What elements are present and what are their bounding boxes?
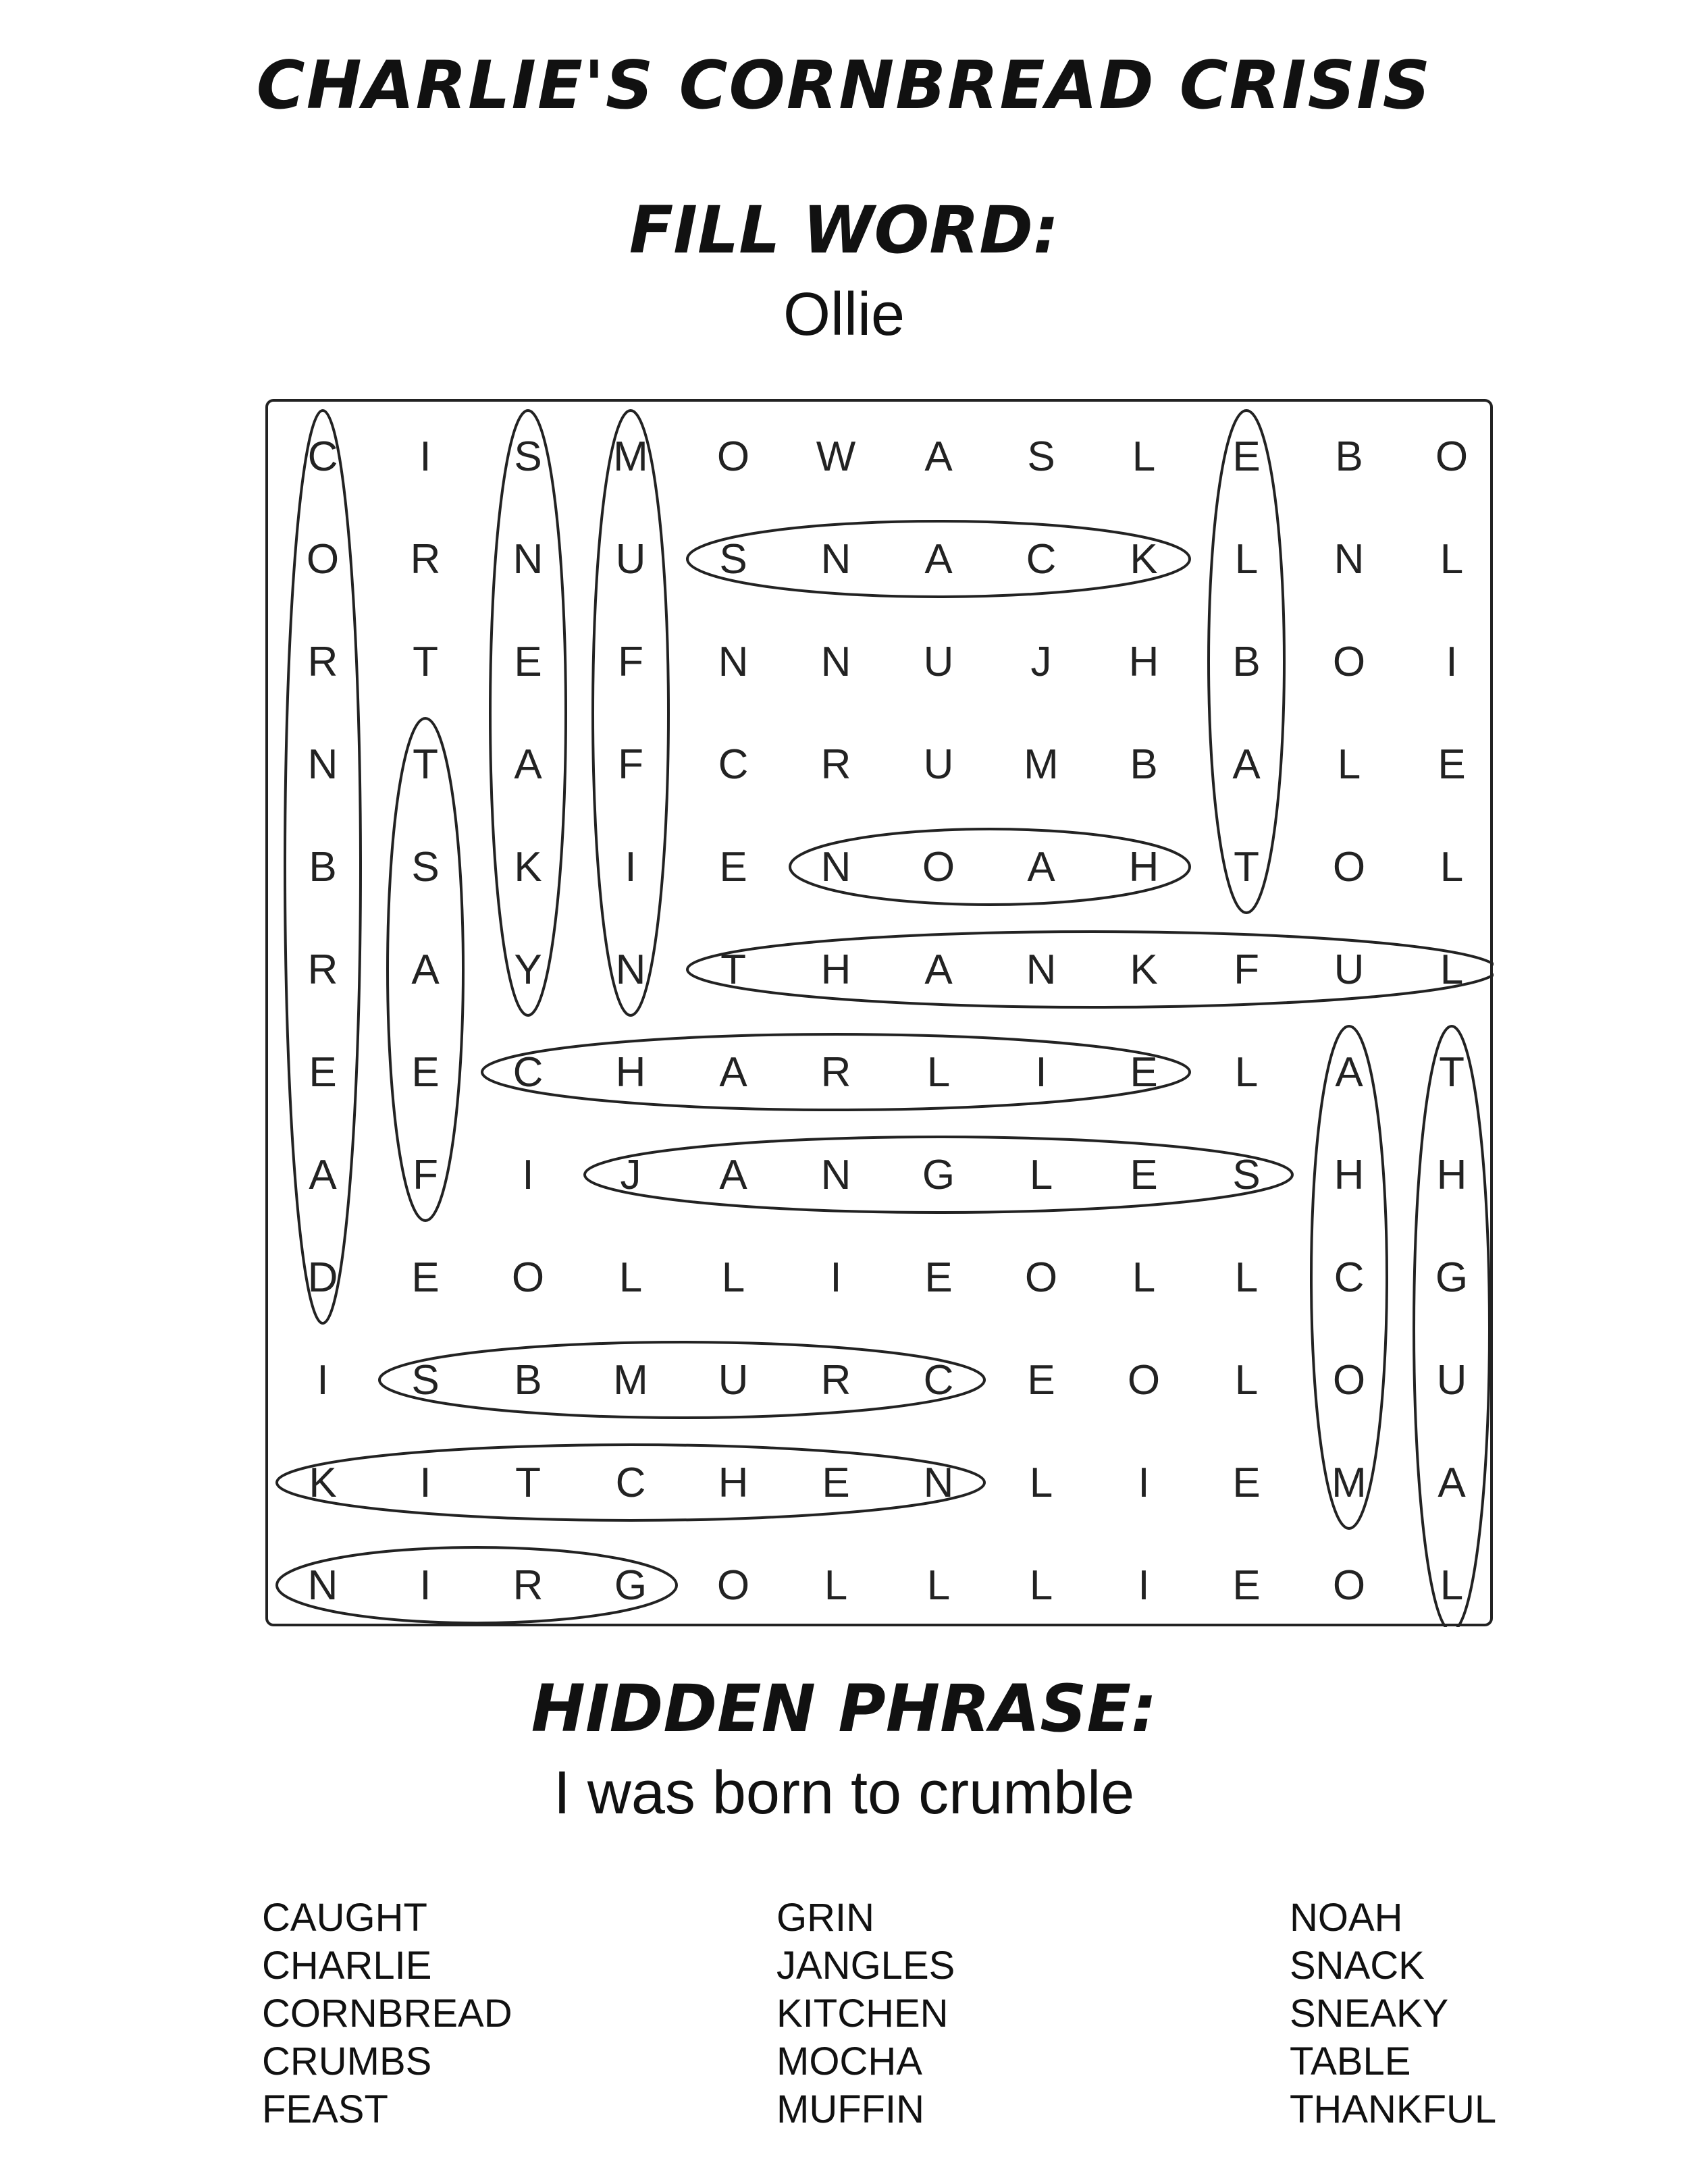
grid-letter: L <box>824 1562 848 1609</box>
grid-letter: E <box>1130 1048 1158 1096</box>
grid-letter: L <box>1132 433 1156 480</box>
grid-letter: E <box>411 1254 440 1301</box>
grid-letter: A <box>719 1151 747 1198</box>
grid-letter: N <box>512 535 544 583</box>
grid-letter: U <box>718 1356 749 1404</box>
grid-letter: T <box>413 741 438 788</box>
word-list-item: GRIN <box>776 1896 874 1940</box>
grid-letter: B <box>514 1356 542 1404</box>
grid-letter: N <box>820 535 851 583</box>
grid-letter: L <box>1029 1562 1053 1609</box>
grid-letter: O <box>1332 843 1366 890</box>
grid-letter: O <box>511 1254 545 1301</box>
grid-letter: H <box>1128 638 1159 685</box>
word-list-item: CORNBREAD <box>262 1992 512 2035</box>
word-list-item: THANKFUL <box>1290 2087 1497 2131</box>
grid-letter: S <box>1232 1151 1261 1198</box>
grid-letter: C <box>1026 535 1057 583</box>
grid-letter: L <box>1234 1254 1259 1301</box>
grid-letter: K <box>1130 535 1158 583</box>
grid-letter: E <box>1232 433 1261 480</box>
grid-letter: U <box>923 638 954 685</box>
grid-letter: O <box>922 843 955 890</box>
grid-letter: U <box>615 535 646 583</box>
grid-letter: I <box>419 1562 431 1609</box>
grid-letter: K <box>1130 946 1158 993</box>
grid-letter: I <box>1138 1459 1150 1506</box>
grid-letter: L <box>1234 1048 1259 1096</box>
grid-letter: S <box>411 843 440 890</box>
grid-letter: S <box>1027 433 1055 480</box>
word-list-item: KITCHEN <box>776 1992 949 2035</box>
grid-letter: N <box>718 638 749 685</box>
grid-letter: R <box>410 535 441 583</box>
grid-letter: L <box>1234 1356 1259 1404</box>
grid-letter: O <box>1024 1254 1058 1301</box>
grid-letter: I <box>419 433 431 480</box>
grid-letter: O <box>306 535 340 583</box>
grid-letter: L <box>1029 1459 1053 1506</box>
grid-letter: L <box>1440 1562 1464 1609</box>
grid-letter: L <box>926 1048 951 1096</box>
grid-letter: O <box>1127 1356 1161 1404</box>
grid-letter: C <box>718 741 749 788</box>
grid-letter: T <box>515 1459 541 1506</box>
grid-letter: T <box>1234 843 1259 890</box>
grid-letter: F <box>413 1151 438 1198</box>
grid-letter: H <box>820 946 851 993</box>
puzzle-title: CHARLIE'S CORNBREAD CRISIS <box>256 47 1432 124</box>
grid-letter: B <box>1130 741 1158 788</box>
grid-letter: N <box>615 946 646 993</box>
grid-letter: C <box>1334 1254 1365 1301</box>
word-list-item: SNEAKY <box>1290 1992 1449 2035</box>
grid-letter: L <box>1029 1151 1053 1198</box>
grid-letter: E <box>1232 1562 1261 1609</box>
grid-letter: F <box>618 638 643 685</box>
fill-word-heading: FILL WORD: <box>629 192 1059 268</box>
grid-letter: M <box>1331 1459 1367 1506</box>
grid-letter: O <box>1332 1356 1366 1404</box>
grid-letter: N <box>307 1562 338 1609</box>
grid-letter: L <box>618 1254 643 1301</box>
grid-letter: E <box>1130 1151 1158 1198</box>
grid-letter: N <box>307 741 338 788</box>
grid-letter: B <box>1232 638 1261 685</box>
word-list-column-1 <box>262 1894 512 2133</box>
grid-letter: E <box>411 1048 440 1096</box>
grid-letter: E <box>1232 1459 1261 1506</box>
grid-letter: G <box>1435 1254 1469 1301</box>
grid-letter: O <box>716 433 750 480</box>
grid-letter: O <box>716 1562 750 1609</box>
grid-letter: E <box>309 1048 337 1096</box>
grid-letter: U <box>1334 946 1365 993</box>
grid-letter: I <box>830 1254 842 1301</box>
grid-letter: M <box>1024 741 1059 788</box>
grid-letter: I <box>1035 1048 1047 1096</box>
grid-letter: A <box>1232 741 1261 788</box>
grid-letter: C <box>923 1356 954 1404</box>
grid-letter: H <box>1436 1151 1467 1198</box>
grid-letter: E <box>822 1459 850 1506</box>
word-list-column-2 <box>776 1894 955 2133</box>
grid-letter: K <box>514 843 542 890</box>
grid-letter: N <box>820 638 851 685</box>
grid-letter: R <box>307 638 338 685</box>
grid-letter: A <box>924 946 953 993</box>
grid-letter: A <box>1027 843 1055 890</box>
grid-letter: L <box>1440 843 1464 890</box>
grid-letter: T <box>720 946 746 993</box>
grid-letter: W <box>816 433 856 480</box>
grid-letter: J <box>1030 638 1052 685</box>
grid-letter: N <box>820 843 851 890</box>
word-list-item: MUFFIN <box>776 2087 925 2131</box>
grid-letter: C <box>512 1048 544 1096</box>
grid-letter: T <box>1439 1048 1465 1096</box>
word-list-item: FEAST <box>262 2087 388 2131</box>
grid-letter: H <box>718 1459 749 1506</box>
word-list-item: JANGLES <box>776 1944 955 1988</box>
grid-letter: R <box>820 741 851 788</box>
grid-letter: L <box>1440 946 1464 993</box>
grid-letter: B <box>309 843 337 890</box>
grid-letter: R <box>307 946 338 993</box>
grid-letter: L <box>721 1254 745 1301</box>
grid-letter: H <box>615 1048 646 1096</box>
word-list-item: SNACK <box>1290 1944 1425 1988</box>
word-list-item: MOCHA <box>776 2040 922 2083</box>
grid-letter: T <box>413 638 438 685</box>
grid-letter: L <box>1337 741 1361 788</box>
word-list-item: NOAH <box>1290 1896 1403 1940</box>
grid-letter: M <box>613 1356 648 1404</box>
grid-letter: E <box>1438 741 1466 788</box>
grid-letter: Y <box>514 946 542 993</box>
grid-letter: L <box>926 1562 951 1609</box>
grid-letter: L <box>1234 535 1259 583</box>
grid-letter: C <box>307 433 338 480</box>
grid-letter: U <box>923 741 954 788</box>
grid-letter: E <box>514 638 542 685</box>
grid-letter: A <box>924 433 953 480</box>
letter-grid <box>265 398 1494 1627</box>
fill-word-value: Ollie <box>783 281 905 348</box>
grid-letter: I <box>522 1151 534 1198</box>
grid-letter: R <box>820 1356 851 1404</box>
grid-letter: R <box>512 1562 544 1609</box>
grid-letter: K <box>309 1459 337 1506</box>
word-list-item: CHARLIE <box>262 1944 432 1988</box>
grid-letter: S <box>719 535 747 583</box>
grid-letter: O <box>1332 1562 1366 1609</box>
grid-letter: J <box>620 1151 641 1198</box>
grid-letter: L <box>1440 535 1464 583</box>
grid-letter: B <box>1335 433 1363 480</box>
word-list-item: CRUMBS <box>262 2040 432 2083</box>
word-list-column-3 <box>1290 1894 1496 2133</box>
grid-letter: H <box>1128 843 1159 890</box>
grid-letter: C <box>615 1459 646 1506</box>
grid-letter: F <box>618 741 643 788</box>
grid-letter: L <box>1132 1254 1156 1301</box>
grid-letter: S <box>514 433 542 480</box>
word-list-item: TABLE <box>1290 2040 1411 2083</box>
word-list-item: CAUGHT <box>262 1896 427 1940</box>
grid-letter: I <box>317 1356 329 1404</box>
grid-letter: I <box>419 1459 431 1506</box>
grid-letter: S <box>411 1356 440 1404</box>
grid-letter: H <box>1334 1151 1365 1198</box>
grid-letter: I <box>625 843 637 890</box>
grid-letter: I <box>1138 1562 1150 1609</box>
word-search-puzzle <box>265 398 1494 1627</box>
grid-letter: R <box>820 1048 851 1096</box>
grid-letter: A <box>309 1151 337 1198</box>
grid-letter: F <box>1234 946 1259 993</box>
grid-letter: N <box>1334 535 1365 583</box>
grid-letter: M <box>613 433 648 480</box>
grid-letter: A <box>924 535 953 583</box>
grid-letter: D <box>307 1254 338 1301</box>
grid-letter: A <box>1438 1459 1466 1506</box>
grid-letter: A <box>514 741 542 788</box>
grid-letter: I <box>1446 638 1458 685</box>
grid-letter: E <box>1027 1356 1055 1404</box>
grid-letter: N <box>820 1151 851 1198</box>
grid-letter: G <box>614 1562 648 1609</box>
grid-letter: A <box>411 946 440 993</box>
grid-letter: U <box>1436 1356 1467 1404</box>
grid-letter: A <box>1335 1048 1363 1096</box>
grid-letter: N <box>923 1459 954 1506</box>
grid-letter: A <box>719 1048 747 1096</box>
grid-letter: E <box>719 843 747 890</box>
hidden-phrase-value: I was born to crumble <box>553 1759 1135 1827</box>
hidden-phrase-heading: HIDDEN PHRASE: <box>531 1671 1157 1747</box>
grid-letter: N <box>1026 946 1057 993</box>
grid-letter: E <box>924 1254 953 1301</box>
grid-letter: O <box>1435 433 1469 480</box>
grid-letter: O <box>1332 638 1366 685</box>
grid-letter: G <box>922 1151 955 1198</box>
